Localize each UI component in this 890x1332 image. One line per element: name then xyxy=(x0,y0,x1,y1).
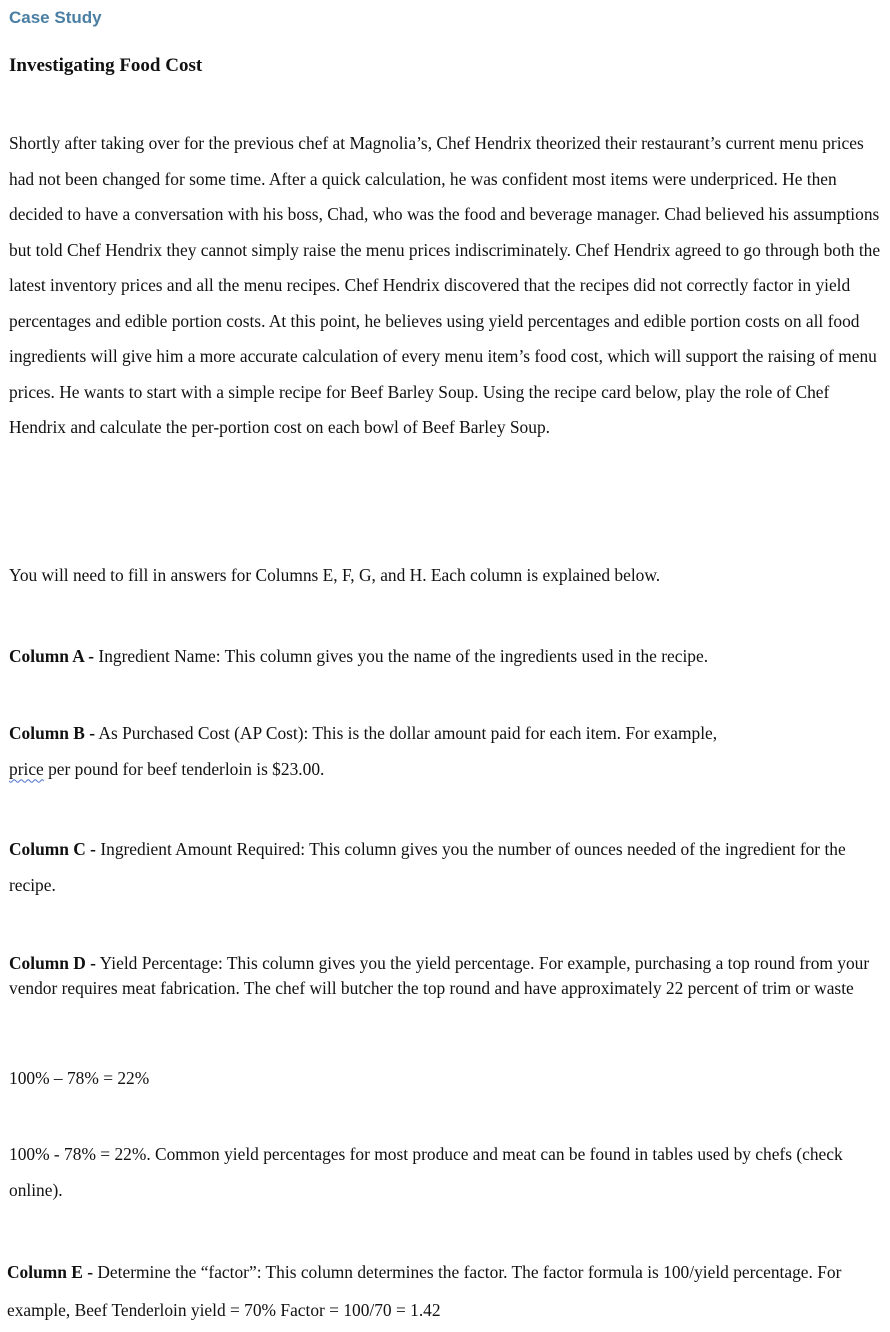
column-b-text: As Purchased Cost (AP Cost): This is the dollar amount paid for each item. For example, xyxy=(98,723,718,743)
column-c-label: Column C - xyxy=(9,839,96,859)
column-d-paragraph xyxy=(9,951,885,1001)
section-label: Case Study xyxy=(9,8,102,27)
column-c-text: Ingredient Amount Required: This column gives you the number of ounces needed of the ingredient for the recipe. xyxy=(9,839,846,895)
document-title: Investigating Food Cost xyxy=(9,55,203,76)
column-c-paragraph xyxy=(9,832,885,903)
instructions-paragraph: You will need to fill in answers for Columns E, F, G, and H. Each column is explained below. xyxy=(9,565,661,585)
column-a-paragraph xyxy=(9,639,885,675)
column-d-label: Column D - xyxy=(9,953,96,973)
column-b-label: Column B - xyxy=(9,723,96,743)
column-e-text: Determine the “factor”: This column determines the factor. The factor formula is 100/yield percentage. For example, Beef Tenderloin yield = 70% Factor = 100/70 = 1.42 xyxy=(7,1262,842,1320)
yield-note-paragraph: 100% - 78% = 22%. Common yield percentages for most produce and meat can be found in tables used by chefs (check online). xyxy=(9,1144,843,1200)
intro-paragraph: Shortly after taking over for the previous chef at Magnolia’s, Chef Hendrix theorized their restaurant’s current menu prices had not been changed for some time. After a quick calculation, he was confident most items were underpriced. He then decided to have a conversation with his boss, Chad, who was the food and beverage manager. Chad believed his assumptions but told Chef Hendrix they cannot simply raise the menu prices indiscriminately. Chef Hendrix agreed to go through both the latest inventory prices and all the menu recipes. Chef Hendrix discovered that the recipes did not correctly factor in yield percentages and edible portion costs. At this point, he believes using yield percentages and edible portion costs on all food ingredients will give him a more accurate calculation of every menu item’s food cost, which will support the raising of menu prices. He wants to start with a simple recipe for Beef Barley Soup. Using the recipe card below, play the role of Chef Hendrix and calculate the per-portion cost on each bowl of Beef Barley Soup. xyxy=(9,133,881,437)
column-b-paragraph xyxy=(9,716,885,787)
column-a-label: Column A - xyxy=(9,646,95,666)
column-e-paragraph xyxy=(7,1253,883,1329)
spellcheck-flagged-word[interactable]: price xyxy=(9,758,44,779)
yield-formula: 100% – 78% = 22% xyxy=(9,1068,150,1088)
column-e-label: Column E - xyxy=(7,1262,94,1282)
column-d-text: Yield Percentage: This column gives you the yield percentage. For example, purchasing a top round from your vendor requires meat fabrication. The chef will butcher the top round and have approximately 22 percent of trim or waste xyxy=(9,953,870,998)
column-a-text: Ingredient Name: This column gives you the name of the ingredients used in the recipe. xyxy=(98,646,709,666)
column-b-text-continued: per pound for beef tenderloin is $23.00. xyxy=(43,758,325,779)
